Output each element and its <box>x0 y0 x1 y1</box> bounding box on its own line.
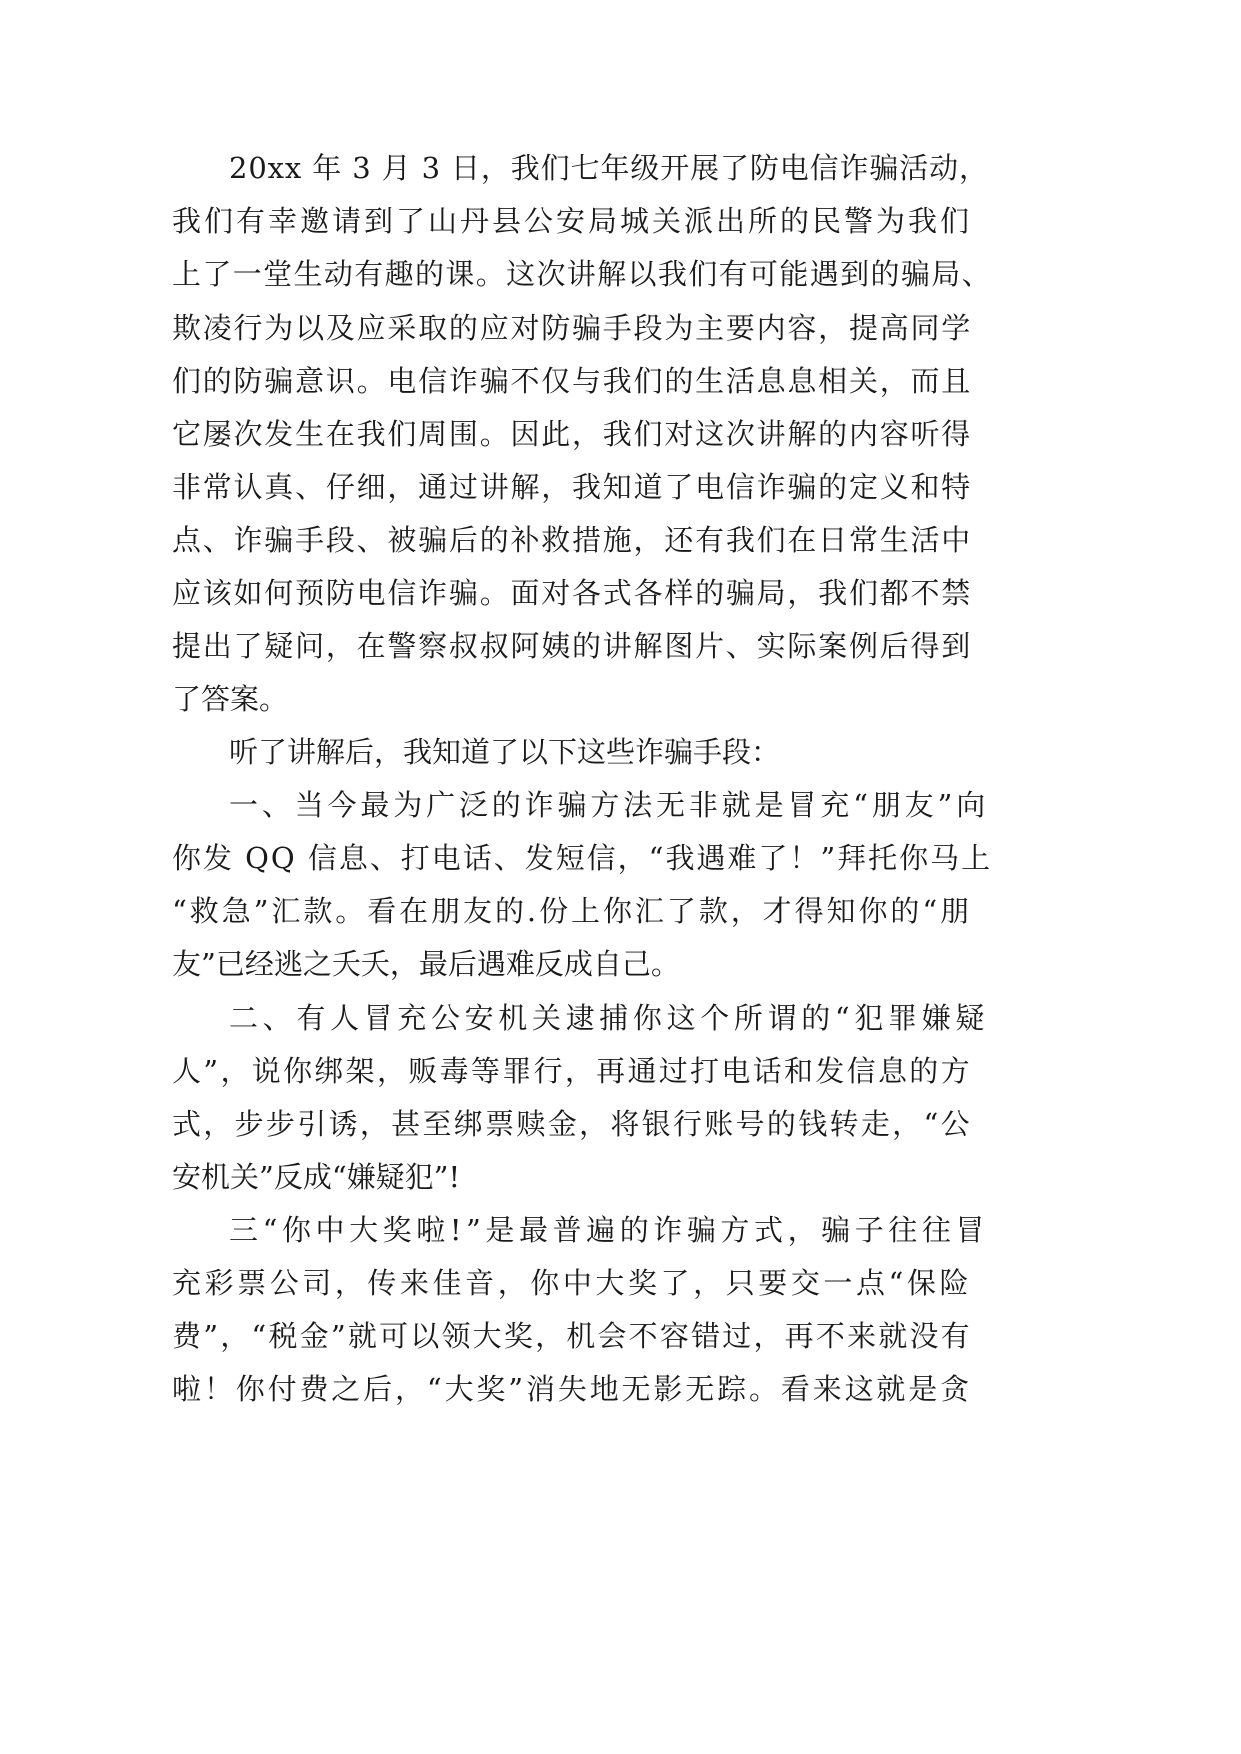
text-line: 20xx 年 3 月 3 日，我们七年级开展了防电信诈骗活动， <box>229 151 989 185</box>
text-line: 一、当今最为广泛的诈骗方法无非就是冒充“朋友”向 <box>229 788 990 822</box>
text-line: “救急”汇款。看在朋友的.份上你汇了款，才得知你的“朋 <box>172 894 973 928</box>
text-line: 我们有幸邀请到了山丹县公安局城关派出所的民警为我们 <box>172 204 973 238</box>
text-line: 人”，说你绑架，贩毒等罪行，再通过打电话和发信息的方 <box>172 1054 972 1088</box>
text-line: 啦！你付费之后，“大奖”消失地无影无踪。看来这就是贪 <box>172 1372 973 1406</box>
text-line: 二、有人冒充公安机关逮捕你这个所谓的“犯罪嫌疑 <box>229 1001 990 1035</box>
text-line: 应该如何预防电信诈骗。面对各式各样的骗局，我们都不禁 <box>172 576 973 610</box>
text-line: 费”，“税金”就可以领大奖，机会不容错过，再不来就没有 <box>172 1319 972 1353</box>
text-line: 了答案。 <box>172 682 289 716</box>
text-line: 式，步步引诱，甚至绑票赎金，将银行账号的钱转走，“公 <box>172 1107 972 1141</box>
text-line: 听了讲解后，我知道了以下这些诈骗手段： <box>229 735 781 769</box>
text-line: 安机关”反成“嫌疑犯”! <box>172 1160 461 1194</box>
text-line: 点、诈骗手段、被骗后的补救措施，还有我们在日常生活中 <box>172 523 973 557</box>
text-line: 非常认真、仔细，通过讲解，我知道了电信诈骗的定义和特 <box>172 470 973 504</box>
text-line: 欺凌行为以及应采取的应对防骗手段为主要内容，提高同学 <box>172 311 973 345</box>
text-line: 三“你中大奖啦!”是最普遍的诈骗方式，骗子往往冒 <box>229 1213 989 1247</box>
text-line: 们的防骗意识。电信诈骗不仅与我们的生活息息相关，而且 <box>172 364 973 398</box>
text-line: 上了一堂生动有趣的课。这次讲解以我们有可能遇到的骗局、 <box>172 257 992 291</box>
text-line: 友”已经逃之夭夭，最后遇难反成自己。 <box>172 947 680 981</box>
text-line: 充彩票公司，传来佳音，你中大奖了，只要交一点“保险 <box>172 1266 973 1300</box>
text-line: 它屡次发生在我们周围。因此，我们对这次讲解的内容听得 <box>172 417 973 451</box>
text-line: 提出了疑问，在警察叔叔阿姨的讲解图片、实际案例后得到 <box>172 629 973 663</box>
text-line: 你发 QQ 信息、打电话、发短信，“我遇难了！”拜托你马上 <box>172 841 993 875</box>
